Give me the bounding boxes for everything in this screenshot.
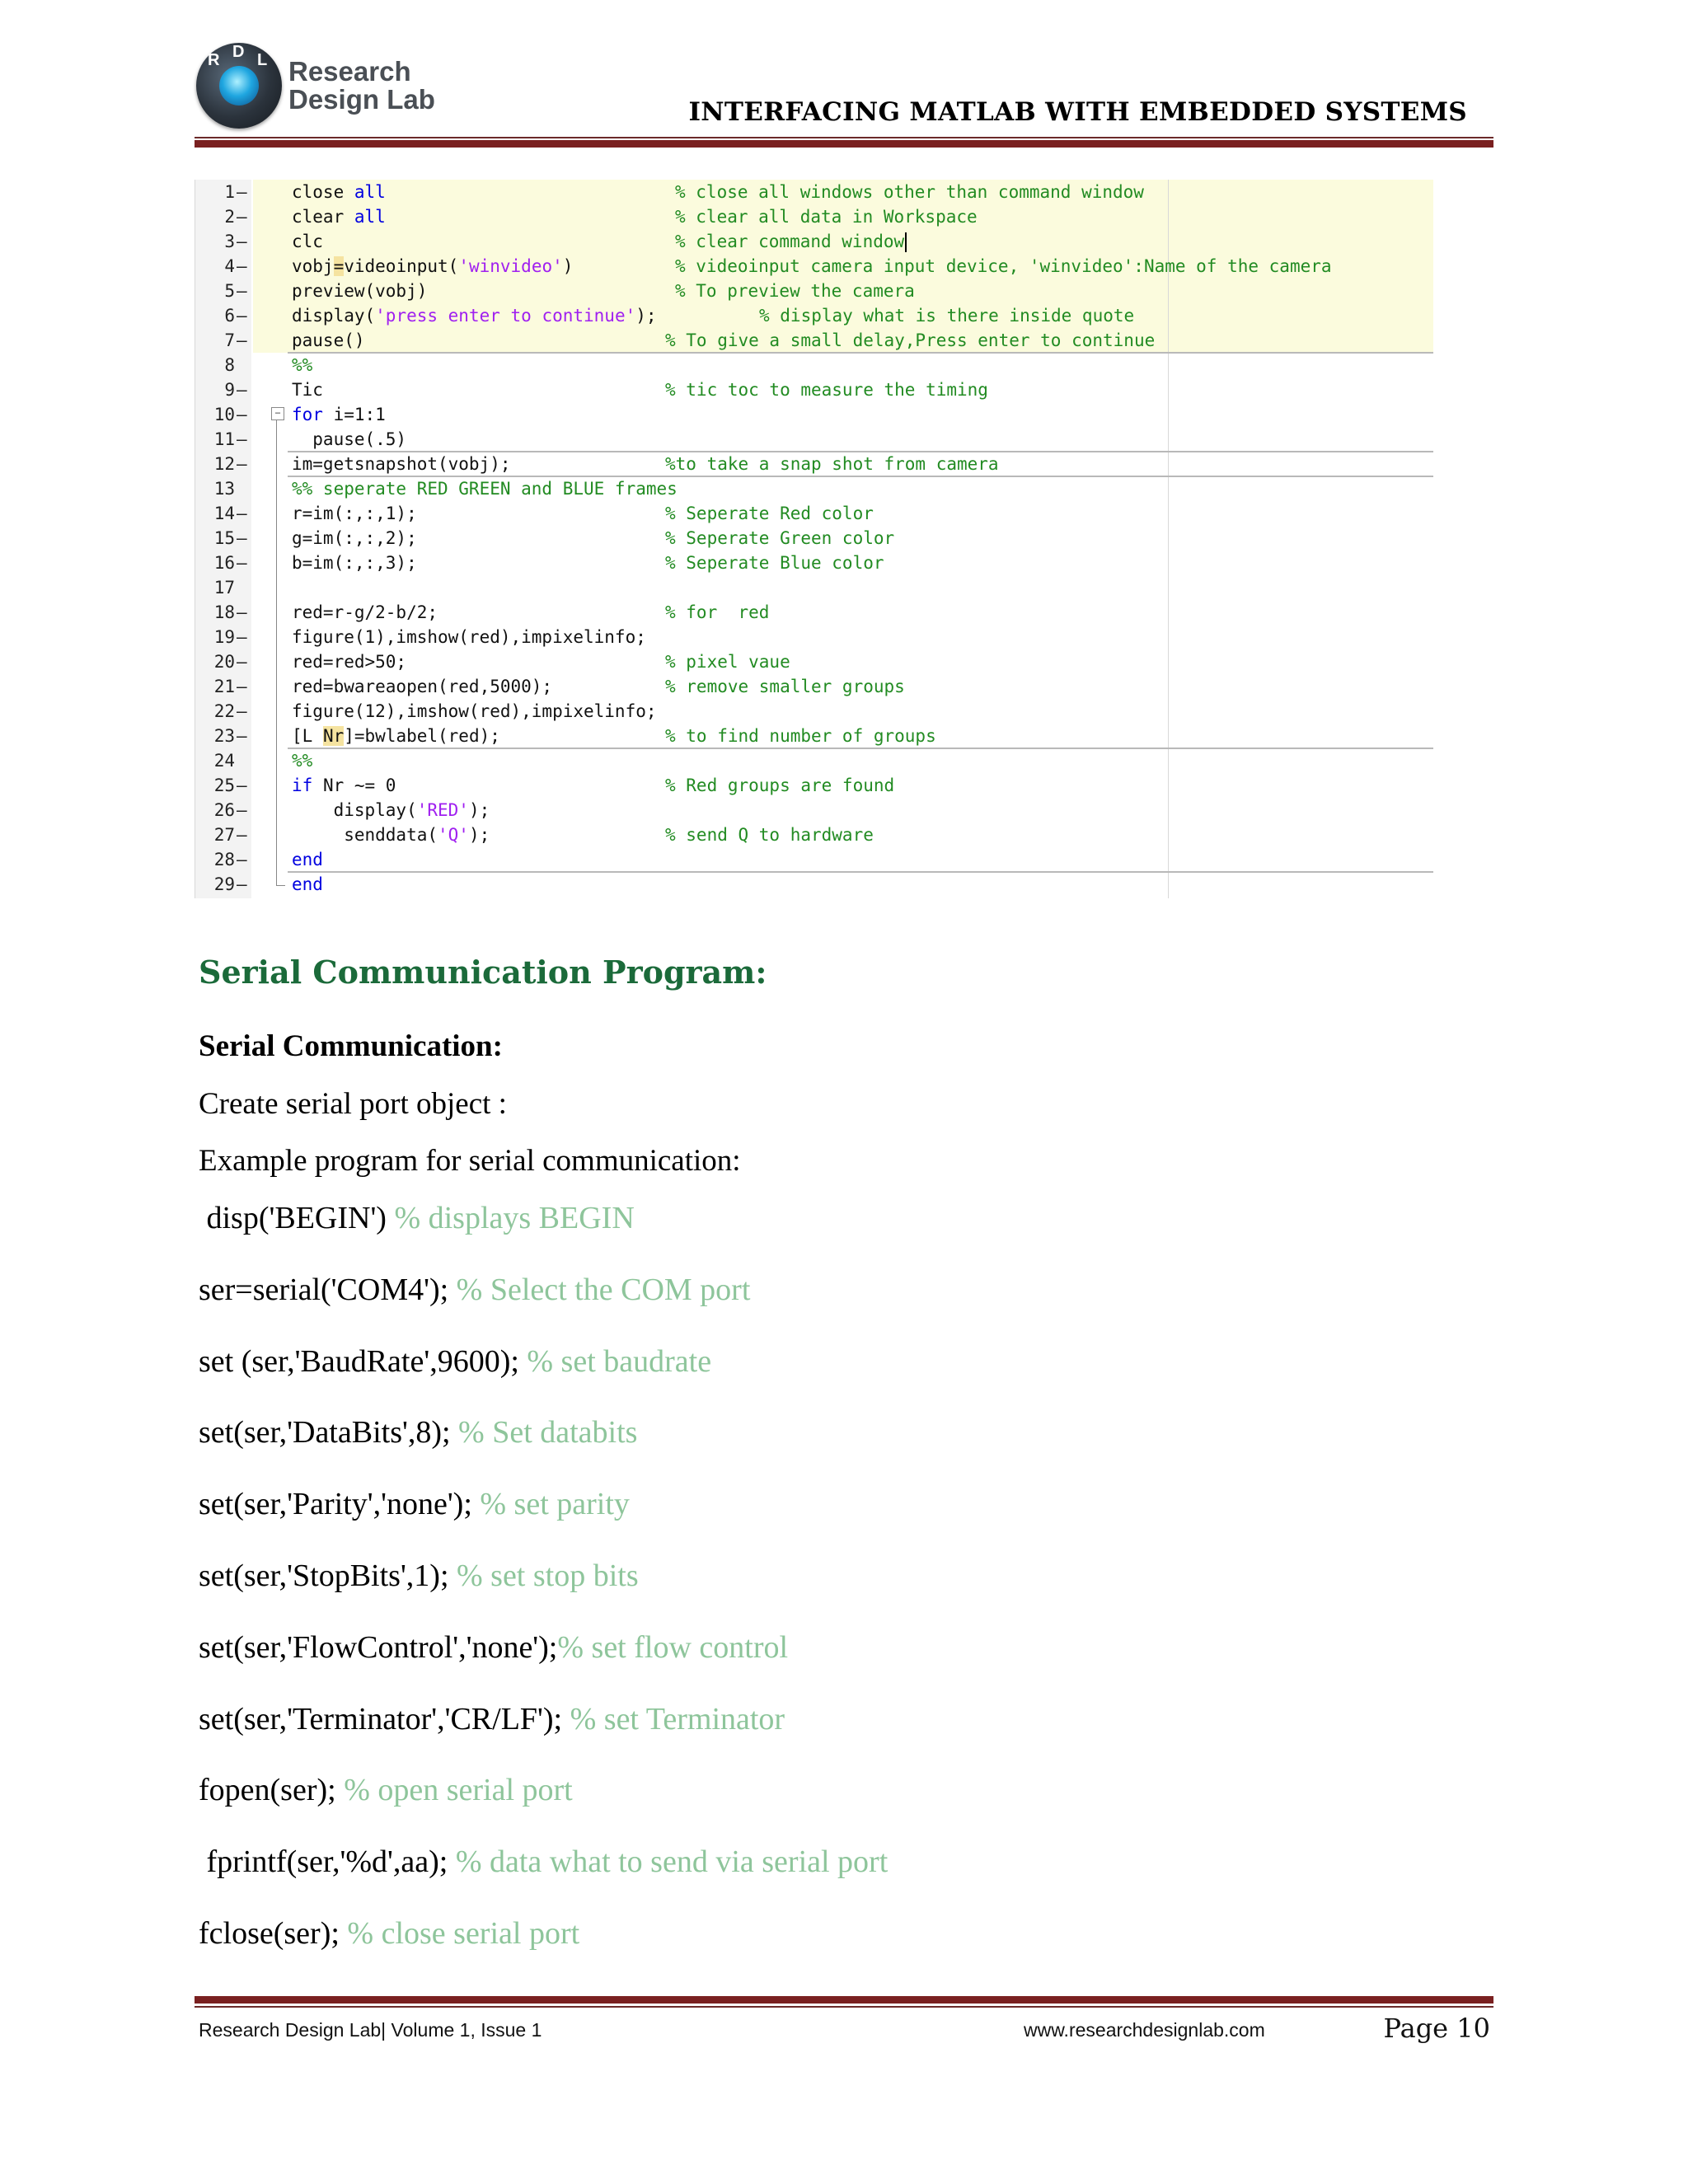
document-title: INTERFACING MATLAB WITH EMBEDDED SYSTEMS: [688, 97, 1467, 127]
line-number: 29: [213, 874, 235, 894]
code-text: figure(12),imshow(red),impixelinfo;: [292, 701, 657, 721]
code-text: red=red>50;: [292, 652, 407, 672]
code-text: %%: [292, 355, 313, 375]
section-heading: Serial Communication Program:: [199, 954, 767, 991]
code-text: vobj=videoinput('winvideo'): [292, 256, 574, 276]
code-text: for i=1:1: [292, 405, 386, 424]
program-comment: % open serial port: [344, 1773, 573, 1807]
code-line: [195, 674, 1433, 699]
executable-marker: –: [237, 652, 247, 672]
code-text: end: [292, 850, 323, 869]
program-code: disp('BEGIN'): [199, 1201, 395, 1235]
code-line: [195, 279, 1433, 303]
executable-marker: –: [237, 677, 247, 696]
code-line: [195, 501, 1433, 526]
code-text: pause(): [292, 330, 365, 350]
code-text: if Nr ~= 0: [292, 776, 396, 795]
code-line: [195, 427, 1433, 452]
code-comment: % To give a small delay,Press enter to continue: [665, 330, 1156, 350]
program-line: [199, 1200, 635, 1236]
code-line: [195, 353, 1433, 377]
code-text: pause(.5): [292, 429, 407, 449]
executable-marker: –: [237, 454, 247, 474]
program-code: set(ser,'DataBits',8);: [199, 1415, 459, 1450]
line-number: 15: [213, 528, 235, 548]
logo-globe-icon: [196, 43, 282, 129]
code-line: [195, 823, 1433, 847]
program-line: [199, 1772, 573, 1808]
line-number: 13: [213, 479, 235, 499]
line-number: 5: [224, 281, 235, 301]
code-text: display('RED');: [292, 800, 490, 820]
paragraph-create-serial: Create serial port object :: [199, 1087, 507, 1121]
code-line: [195, 798, 1433, 823]
line-number: 17: [213, 578, 235, 598]
code-comment: % for red: [665, 602, 770, 622]
executable-marker: –: [237, 380, 247, 400]
code-line: [195, 377, 1433, 402]
code-line: [195, 180, 1433, 204]
executable-marker: –: [237, 306, 247, 326]
footer-rule-thick: [195, 1996, 1493, 2004]
code-comment: % clear command window: [675, 229, 907, 254]
line-number: 10: [213, 405, 235, 424]
code-comment: % display what is there inside quote: [759, 306, 1135, 326]
code-comment: % To preview the camera: [675, 281, 915, 301]
code-text: [L Nr]=bwlabel(red);: [292, 726, 500, 746]
program-code: fopen(ser);: [199, 1773, 345, 1807]
line-number: 9: [224, 380, 235, 400]
code-line: [195, 254, 1433, 279]
code-comment: % pixel vaue: [665, 652, 790, 672]
executable-marker: –: [237, 182, 247, 202]
code-comment: % videoinput camera input device, 'winvideo':Name of the camera: [675, 256, 1332, 276]
code-line: [195, 551, 1433, 575]
program-line: [199, 1915, 579, 1952]
line-number: 22: [213, 701, 235, 721]
code-text: senddata('Q');: [292, 825, 490, 845]
code-text: im=getsnapshot(vobj);: [292, 454, 511, 474]
cell-divider: [288, 871, 1433, 873]
code-line: [195, 526, 1433, 551]
line-number: 1: [224, 182, 235, 202]
cell-divider: [288, 748, 1433, 749]
code-line: [195, 229, 1433, 254]
fold-bar: [276, 420, 277, 872]
code-line: [195, 649, 1433, 674]
program-comment: % data what to send via serial port: [455, 1844, 889, 1879]
code-text: end: [292, 874, 323, 894]
executable-marker: –: [237, 405, 247, 424]
footer-publication: Research Design Lab| Volume 1, Issue 1: [199, 2019, 542, 2041]
code-comment: % Seperate Red color: [665, 504, 874, 523]
line-number: 4: [224, 256, 235, 276]
program-code: set(ser,'StopBits',1);: [199, 1558, 457, 1593]
research-design-lab-logo: [196, 43, 452, 134]
line-number: 6: [224, 306, 235, 326]
program-code: set(ser,'Parity','none');: [199, 1487, 481, 1521]
cell-divider: [288, 451, 1433, 452]
program-comment: % set flow control: [557, 1630, 789, 1665]
program-line: [199, 1414, 637, 1451]
code-line: [195, 872, 1433, 897]
fold-end-icon: [276, 872, 285, 886]
page-number: Page 10: [1383, 2013, 1490, 2044]
line-number: 27: [213, 825, 235, 845]
text-cursor: [905, 232, 907, 252]
code-text: b=im(:,:,3);: [292, 553, 417, 573]
code-text: Tic: [292, 380, 323, 400]
code-line: [195, 748, 1433, 773]
executable-marker: –: [237, 232, 247, 251]
code-comment: % Seperate Blue color: [665, 553, 884, 573]
line-number: 18: [213, 602, 235, 622]
code-text: close all: [292, 182, 386, 202]
line-number: 24: [213, 751, 235, 771]
code-comment: % send Q to hardware: [665, 825, 874, 845]
program-line: [199, 1701, 785, 1737]
executable-marker: –: [237, 281, 247, 301]
code-line: [195, 699, 1433, 724]
code-line: [195, 204, 1433, 229]
program-code: fprintf(ser,'%d',aa);: [199, 1844, 456, 1879]
executable-marker: –: [237, 776, 247, 795]
line-number: 3: [224, 232, 235, 251]
program-code: set(ser,'Terminator','CR/LF');: [199, 1702, 570, 1736]
executable-marker: –: [237, 874, 247, 894]
executable-marker: –: [237, 825, 247, 845]
executable-marker: –: [237, 553, 247, 573]
executable-marker: –: [237, 429, 247, 449]
program-line: [199, 1486, 630, 1522]
program-comment: % set parity: [480, 1487, 630, 1521]
executable-marker: –: [237, 726, 247, 746]
code-text: red=bwareaopen(red,5000);: [292, 677, 553, 696]
footer-rule-thin: [195, 2006, 1493, 2008]
code-line: [195, 625, 1433, 649]
header-rule-thick: [195, 140, 1493, 148]
program-line: [199, 1844, 888, 1880]
executable-marker: –: [237, 701, 247, 721]
line-number: 23: [213, 726, 235, 746]
code-line: [195, 773, 1433, 798]
executable-marker: –: [237, 627, 247, 647]
fold-collapse-icon[interactable]: −: [271, 407, 284, 420]
code-line: [195, 476, 1433, 501]
line-number: 25: [213, 776, 235, 795]
line-number: 7: [224, 330, 235, 350]
line-number: 20: [213, 652, 235, 672]
program-code: set (ser,'BaudRate',9600);: [199, 1344, 528, 1379]
program-comment: % set stop bits: [457, 1558, 639, 1593]
code-text: clear all: [292, 207, 386, 227]
program-comment: % Set databits: [458, 1415, 638, 1450]
program-line: [199, 1343, 711, 1380]
line-number: 14: [213, 504, 235, 523]
code-comment: %to take a snap shot from camera: [665, 454, 999, 474]
subheading: Serial Communication:: [199, 1029, 503, 1063]
program-comment: % Select the COM port: [456, 1272, 751, 1307]
program-line: [199, 1272, 750, 1308]
code-line: [195, 600, 1433, 625]
executable-marker: –: [237, 207, 247, 227]
logo-letter-r: R: [208, 51, 220, 69]
line-number: 26: [213, 800, 235, 820]
line-number: 12: [213, 454, 235, 474]
code-text: clc: [292, 232, 323, 251]
code-text: %%: [292, 751, 313, 771]
line-number: 8: [224, 355, 235, 375]
logo-text: [288, 58, 435, 114]
logo-letter-d: D: [232, 43, 245, 61]
cell-divider: [288, 476, 1433, 477]
code-text: display('press enter to continue');: [292, 306, 657, 326]
cell-divider: [288, 352, 1433, 354]
program-comment: % set Terminator: [570, 1702, 785, 1736]
logo-line-2: Design Lab: [288, 84, 435, 115]
footer-website: www.researchdesignlab.com: [1024, 2019, 1265, 2041]
code-comment: % remove smaller groups: [665, 677, 905, 696]
line-number: 11: [213, 429, 235, 449]
program-code: ser=serial('COM4');: [199, 1272, 457, 1307]
program-code: fclose(ser);: [199, 1916, 348, 1951]
line-number: 2: [224, 207, 235, 227]
code-text: figure(1),imshow(red),impixelinfo;: [292, 627, 646, 647]
code-text: red=r-g/2-b/2;: [292, 602, 438, 622]
executable-marker: –: [237, 330, 247, 350]
executable-marker: –: [237, 528, 247, 548]
code-comment: % close all windows other than command window: [675, 182, 1144, 202]
line-number: 16: [213, 553, 235, 573]
executable-marker: –: [237, 602, 247, 622]
code-line: [195, 575, 1433, 600]
program-comment: % close serial port: [347, 1916, 580, 1951]
logo-line-1: Research: [288, 56, 411, 87]
code-text: preview(vobj): [292, 281, 428, 301]
code-comment: % to find number of groups: [665, 726, 936, 746]
code-comment: % clear all data in Workspace: [675, 207, 978, 227]
code-text: r=im(:,:,1);: [292, 504, 417, 523]
code-line: [195, 303, 1433, 328]
code-comment: % Red groups are found: [665, 776, 895, 795]
code-text: g=im(:,:,2);: [292, 528, 417, 548]
executable-marker: –: [237, 504, 247, 523]
line-number: 21: [213, 677, 235, 696]
paragraph-example-program: Example program for serial communication:: [199, 1144, 741, 1178]
program-line: [199, 1558, 639, 1594]
code-line: [195, 328, 1433, 353]
program-comment: % displays BEGIN: [394, 1201, 635, 1235]
code-line: [195, 452, 1433, 476]
code-line: [195, 724, 1433, 748]
line-number: 28: [213, 850, 235, 869]
header-rule-thin: [195, 137, 1493, 138]
executable-marker: –: [237, 800, 247, 820]
matlab-editor-screenshot: [195, 180, 1433, 898]
program-code: set(ser,'FlowControl','none');: [199, 1630, 558, 1665]
executable-marker: –: [237, 850, 247, 869]
code-comment: % tic toc to measure the timing: [665, 380, 988, 400]
logo-letter-l: L: [257, 51, 268, 69]
code-comment: % Seperate Green color: [665, 528, 895, 548]
line-number: 19: [213, 627, 235, 647]
code-line: [195, 847, 1433, 872]
program-comment: % set baudrate: [527, 1344, 712, 1379]
program-line: [199, 1629, 788, 1666]
executable-marker: –: [237, 256, 247, 276]
code-text: %% seperate RED GREEN and BLUE frames: [292, 479, 678, 499]
code-line: [195, 402, 1433, 427]
